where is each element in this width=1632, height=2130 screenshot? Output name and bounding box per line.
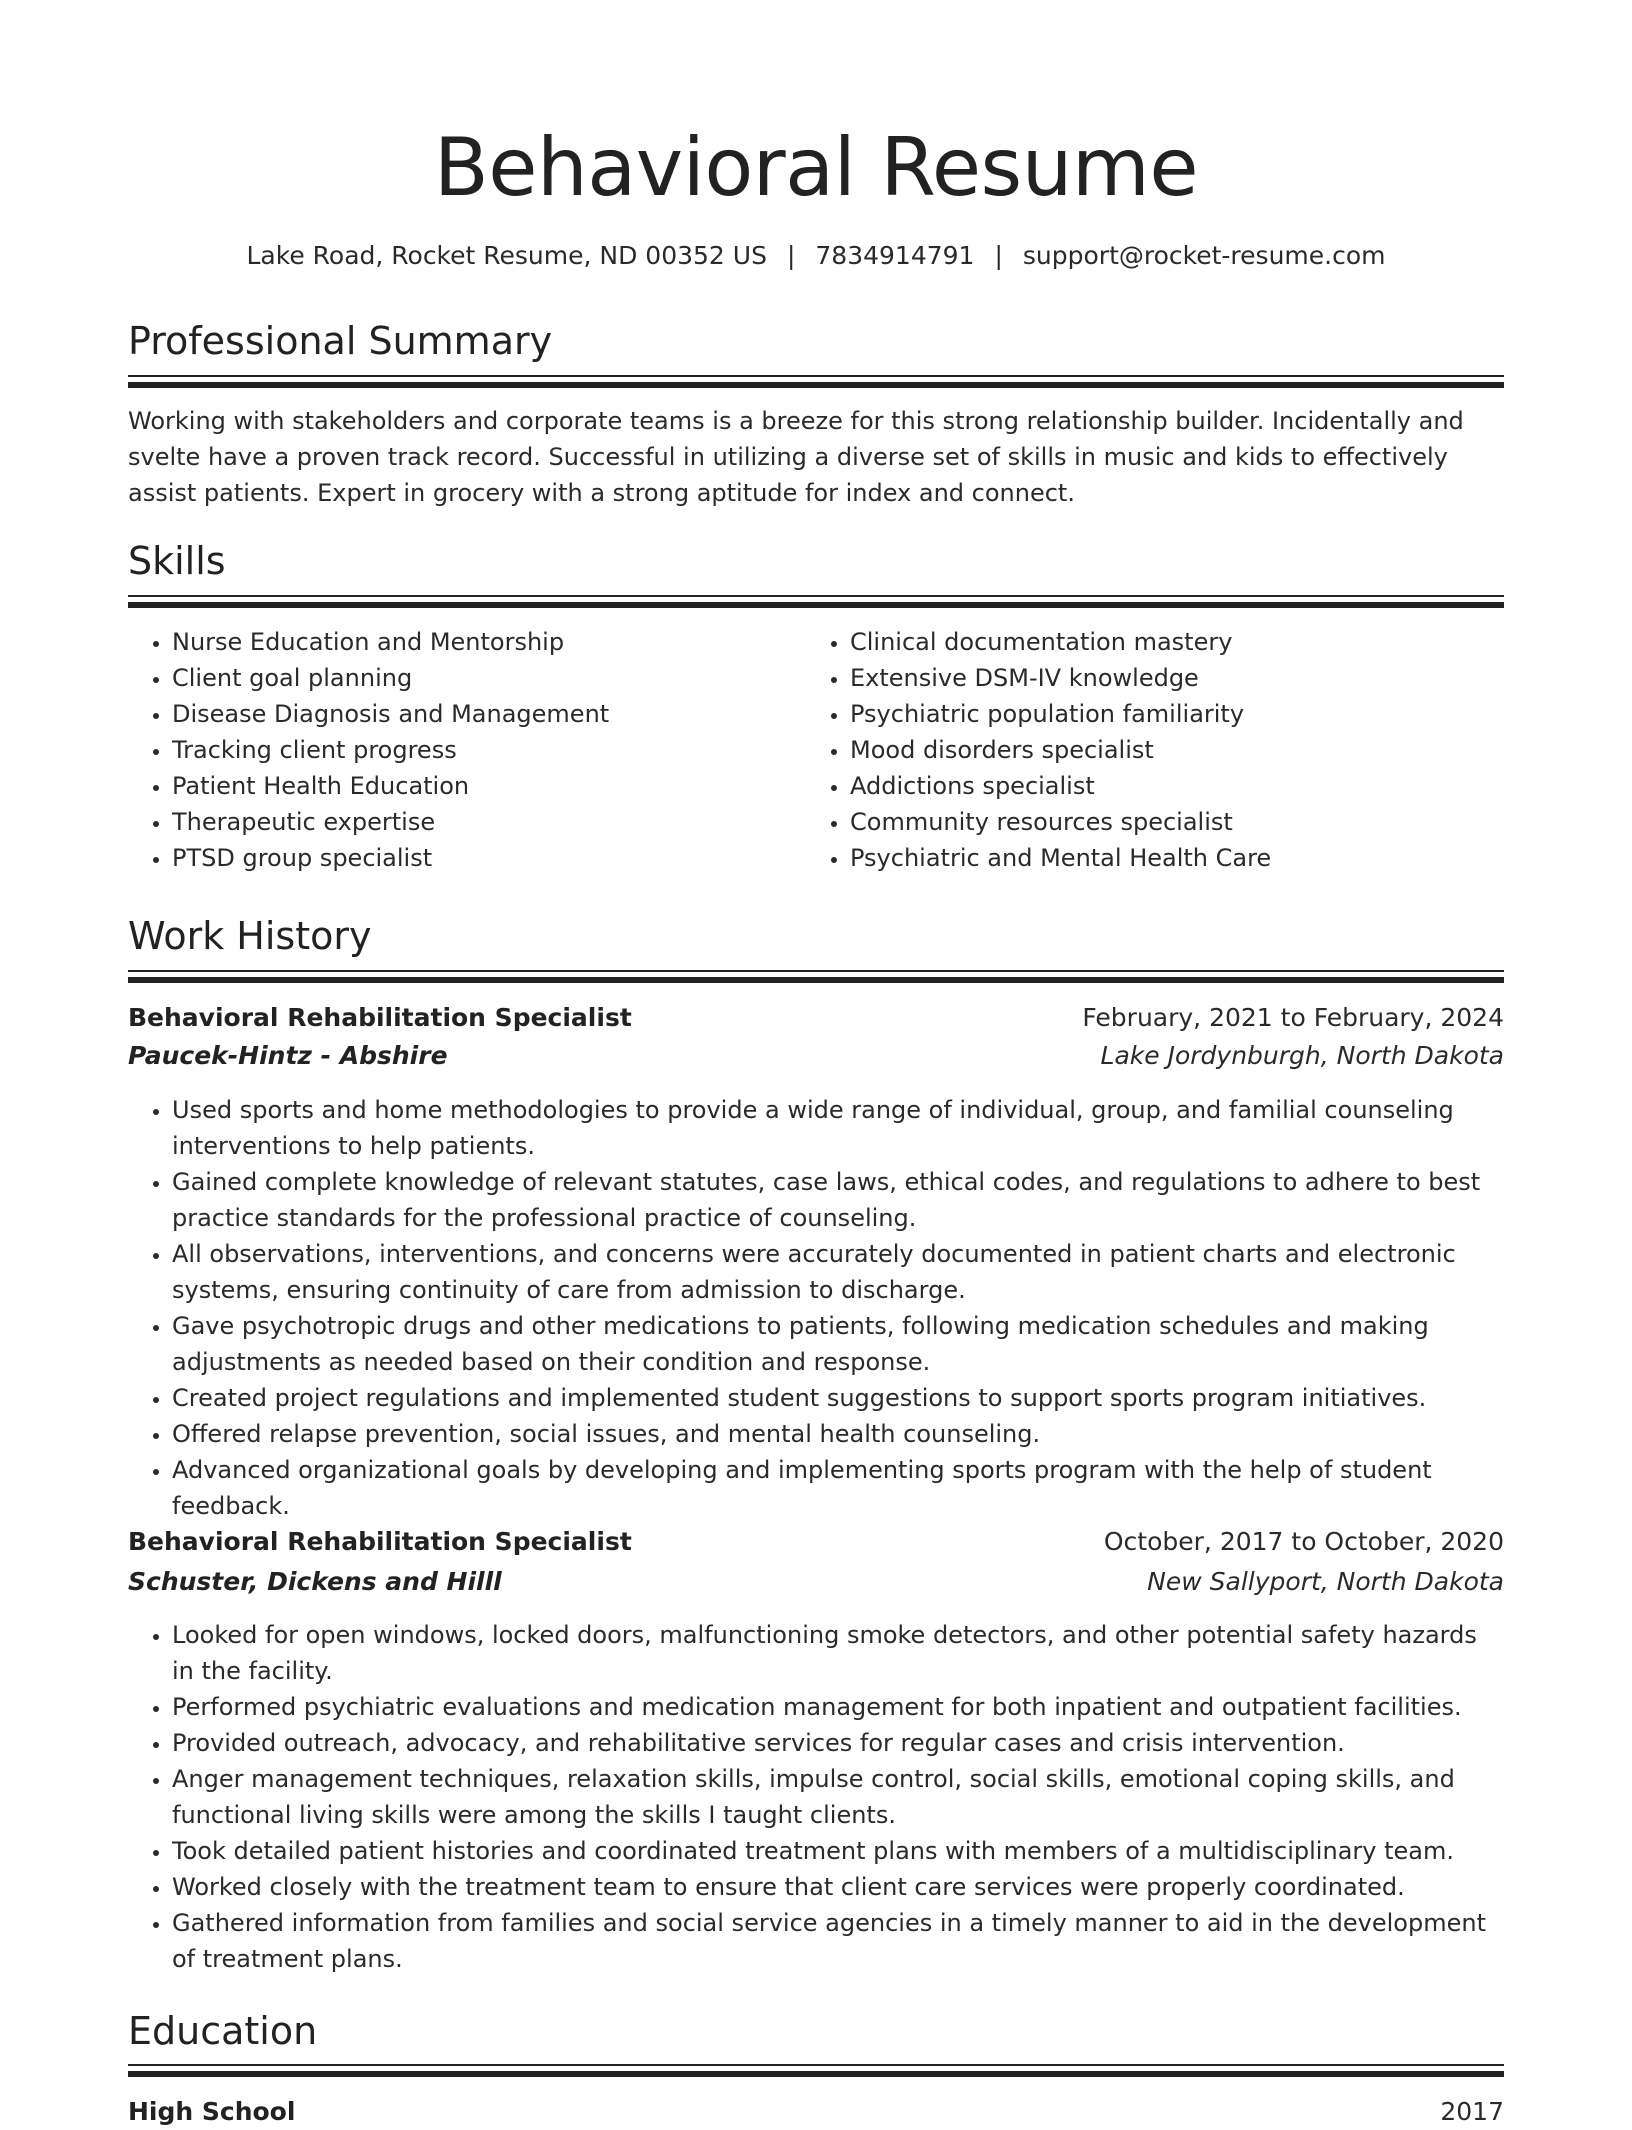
job-bullet: • Gathered information from families and social service agencies in a timely manner to aid in the development of treatment plans. bbox=[172, 1905, 1504, 1977]
job-bullet: • Offered relapse prevention, social issues, and mental health counseling. bbox=[172, 1416, 1504, 1452]
skill-item: • Psychiatric population familiarity bbox=[850, 696, 1466, 732]
contact-separator: | bbox=[786, 241, 796, 270]
job-bullet: • Gave psychotropic drugs and other medications to patients, following medication schedules and making adjustments as needed based on their condition and response. bbox=[172, 1308, 1504, 1380]
job-title: Behavioral Rehabilitation Specialist bbox=[128, 1003, 632, 1032]
job-bullet: • Worked closely with the treatment team to ensure that client care services were properly coordinated. bbox=[172, 1869, 1504, 1905]
contact-email: support@rocket-resume.com bbox=[1022, 241, 1386, 270]
skill-item: • Clinical documentation mastery bbox=[850, 624, 1466, 660]
contact-line bbox=[128, 238, 1504, 274]
skills-right-column bbox=[806, 624, 1466, 876]
job-title: Behavioral Rehabilitation Specialist bbox=[128, 1527, 632, 1556]
contact-phone: 7834914791 bbox=[815, 241, 975, 270]
skill-item: • Tracking client progress bbox=[172, 732, 788, 768]
job-company: Schuster, Dickens and Hilll bbox=[128, 1567, 502, 1596]
skill-item: • PTSD group specialist bbox=[172, 840, 788, 876]
section-title-skills: Skills bbox=[128, 539, 226, 583]
job-dates: October, 2017 to October, 2020 bbox=[1103, 1527, 1504, 1556]
job-bullet-list bbox=[128, 1617, 1504, 1977]
section-divider bbox=[128, 2064, 1504, 2077]
skill-item: • Disease Diagnosis and Management bbox=[172, 696, 788, 732]
skill-item: • Psychiatric and Mental Health Care bbox=[850, 840, 1466, 876]
skill-item: • Client goal planning bbox=[172, 660, 788, 696]
job-bullet: • Created project regulations and implemented student suggestions to support sports program initiatives. bbox=[172, 1380, 1504, 1416]
section-title-summary: Professional Summary bbox=[128, 319, 553, 363]
skill-item: • Extensive DSM-IV knowledge bbox=[850, 660, 1466, 696]
job-bullet: • Used sports and home methodologies to provide a wide range of individual, group, and familial counseling interventions to help patients. bbox=[172, 1092, 1504, 1164]
section-divider bbox=[128, 970, 1504, 983]
job-location: New Sallyport, North Dakota bbox=[1147, 1567, 1504, 1596]
job-bullet: • Provided outreach, advocacy, and rehabilitative services for regular cases and crisis intervention. bbox=[172, 1725, 1504, 1761]
skill-item: • Mood disorders specialist bbox=[850, 732, 1466, 768]
job-bullet: • Gained complete knowledge of relevant statutes, case laws, ethical codes, and regulations to adhere to best practice standards for the professional practice of counseling. bbox=[172, 1164, 1504, 1236]
education-degree: High School bbox=[128, 2097, 296, 2126]
section-title-education: Education bbox=[128, 2009, 318, 2053]
job-bullet: • Took detailed patient histories and coordinated treatment plans with members of a multidisciplinary team. bbox=[172, 1833, 1504, 1869]
skill-item: • Community resources specialist bbox=[850, 804, 1466, 840]
job-bullet-list bbox=[128, 1092, 1504, 1524]
job-bullet: • Performed psychiatric evaluations and medication management for both inpatient and outpatient facilities. bbox=[172, 1689, 1504, 1725]
job-location: Lake Jordynburgh, North Dakota bbox=[1100, 1041, 1504, 1070]
summary-text: Working with stakeholders and corporate teams is a breeze for this strong relationship builder. Incidentally and svelte have a proven track record. Successful in utilizing a diverse set of skills in music and kids to effectively assist patients. Expert in grocery with a strong aptitude for index and connect. bbox=[128, 407, 1464, 507]
contact-address: Lake Road, Rocket Resume, ND 00352 US bbox=[246, 241, 767, 270]
contact-separator: | bbox=[994, 241, 1003, 270]
skill-item: • Patient Health Education bbox=[172, 768, 788, 804]
skill-item: • Addictions specialist bbox=[850, 768, 1466, 804]
job-company: Paucek-Hintz - Abshire bbox=[128, 1041, 448, 1070]
skill-item: • Nurse Education and Mentorship bbox=[172, 624, 788, 660]
job-bullet: • Advanced organizational goals by developing and implementing sports program with the help of student feedback. bbox=[172, 1452, 1504, 1524]
section-divider bbox=[128, 595, 1504, 608]
education-year: 2017 bbox=[1440, 2097, 1504, 2126]
section-divider bbox=[128, 375, 1504, 388]
job-bullet: • All observations, interventions, and concerns were accurately documented in patient charts and electronic systems, ensuring continuity of care from admission to discharge. bbox=[172, 1236, 1504, 1308]
skill-item: • Therapeutic expertise bbox=[172, 804, 788, 840]
job-bullet: • Looked for open windows, locked doors, malfunctioning smoke detectors, and other potential safety hazards in the facility. bbox=[172, 1617, 1504, 1689]
resume-name: Behavioral Resume bbox=[433, 121, 1199, 214]
job-dates: February, 2021 to February, 2024 bbox=[1082, 1003, 1504, 1032]
skills-left-column bbox=[128, 624, 788, 876]
section-title-work: Work History bbox=[128, 914, 372, 958]
job-bullet: • Anger management techniques, relaxation skills, impulse control, social skills, emotional coping skills, and functional living skills were among the skills I taught clients. bbox=[172, 1761, 1504, 1833]
